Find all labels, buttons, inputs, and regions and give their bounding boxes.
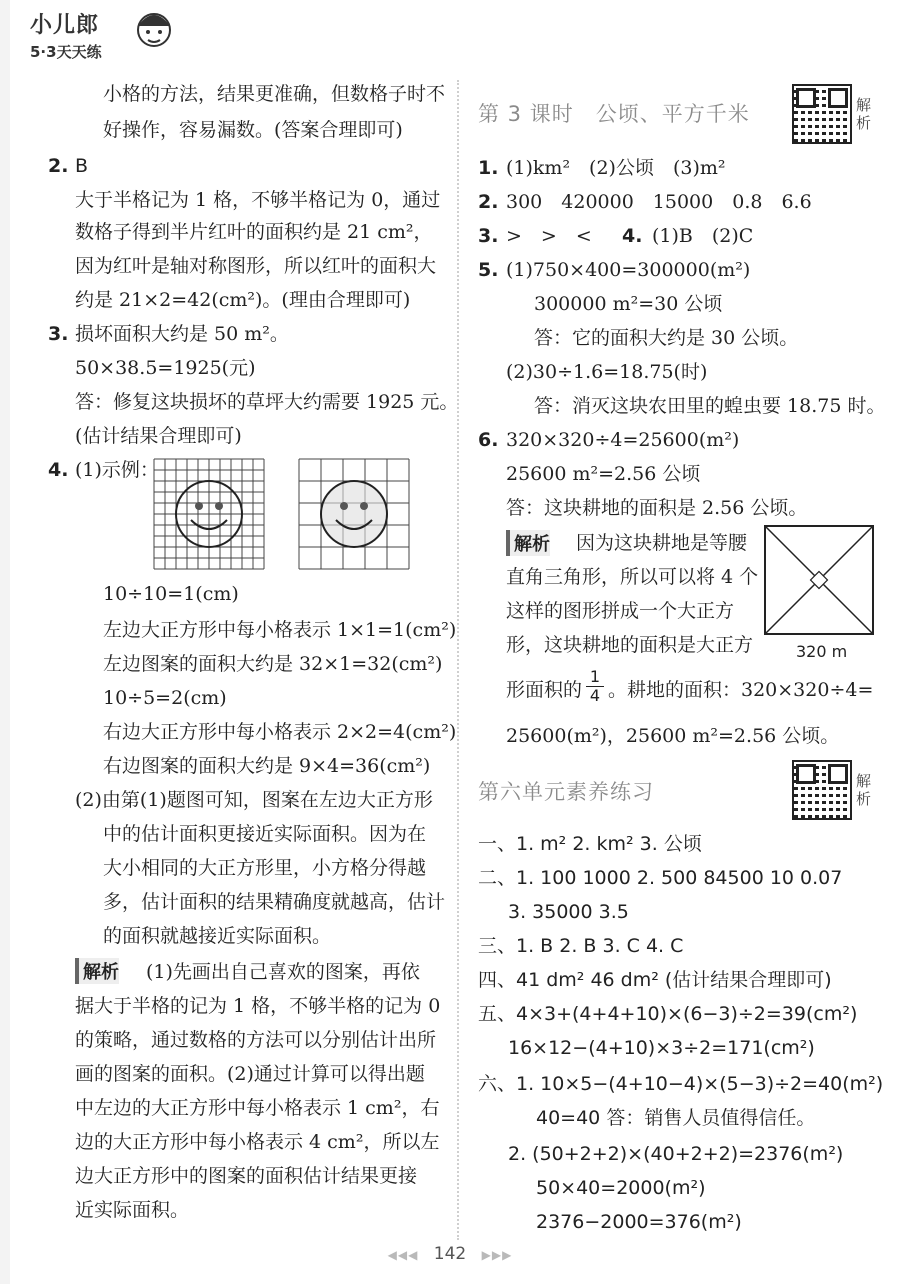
text-line: 中的估计面积更接近实际面积。因为在 — [103, 823, 427, 845]
text-line: 损坏面积大约是 50 m²。 — [75, 323, 289, 345]
text-line: 左边大正方形中每小格表示 1×1=1(cm²) — [103, 619, 457, 641]
text-line: 形，这块耕地的面积是大正方 — [506, 634, 754, 656]
text-line: 16×12−(4+10)×3÷2=171(cm²) — [508, 1037, 815, 1059]
text-line: 近实际面积。 — [75, 1199, 190, 1221]
text-line: (1)750×400=300000(m²) — [506, 259, 751, 281]
text-line: 边大正方形中的图案的面积估计结果更接 — [75, 1165, 418, 1187]
text-line: 的面积就越接近实际面积。 — [103, 925, 332, 947]
text-line: 右边图案的面积大约是 9×4=36(cm²) — [103, 755, 431, 777]
fraction-numerator: 1 — [586, 668, 604, 687]
lesson-title: 第 3 课时 公顷、平方千米 — [478, 102, 750, 126]
text-line: 大于半格记为 1 格，不够半格记为 0，通过 — [75, 189, 441, 211]
brand-logo — [30, 8, 102, 62]
field-diagram — [764, 525, 876, 637]
text-line: 这样的图形拼成一个大正方 — [506, 600, 735, 622]
question-number: 5. — [478, 259, 499, 281]
text-line: 小格的方法，结果更准确，但数格子时不 — [103, 83, 446, 105]
text-line: 答：消灭这块农田里的蝗虫要 18.75 时。 — [534, 395, 886, 417]
text-line: (1)示例： — [75, 459, 159, 481]
unit-title: 第六单元素养练习 — [478, 780, 654, 804]
page-edge — [0, 0, 10, 1284]
page-number: 142 — [433, 1244, 467, 1264]
next-arrows-icon: ▶▶▶ — [481, 1248, 513, 1262]
answer: B — [75, 155, 89, 177]
text-line: 五、4×3+(4+4+10)×(6−3)÷2=39(cm²) — [478, 1003, 858, 1025]
brand-name: 小儿郎 — [30, 13, 100, 38]
jiexi-label: 解析 — [506, 530, 550, 556]
question-number: 1. — [478, 157, 499, 179]
question-number: 3. — [48, 323, 69, 345]
mascot-icon — [132, 4, 176, 56]
text-line: 10÷10=1(cm) — [103, 583, 239, 605]
text-line: (1)km² (2)公顷 (3)m² — [506, 157, 726, 179]
text-line: 形面积的 — [506, 679, 583, 701]
qr-label: 解析 — [856, 772, 872, 808]
text-line: 多，估计面积的结果精确度就越高，估计 — [103, 891, 446, 913]
text-line: 2. (50+2+2)×(40+2+2)=2376(m²) — [508, 1143, 844, 1165]
text-line: 边的大正方形中每小格表示 4 cm²，所以左 — [75, 1131, 440, 1153]
text-line: 画的图案的面积。(2)通过计算可以得出题 — [75, 1063, 425, 1085]
column-divider — [457, 80, 459, 1240]
text-line: 320×320÷4=25600(m²) — [506, 429, 740, 451]
qr-code-icon[interactable] — [792, 84, 852, 144]
text-line: 10÷5=2(cm) — [103, 687, 227, 709]
text-line: 据大于半格的记为 1 格，不够半格的记为 0 — [75, 995, 441, 1017]
text-line: (估计结果合理即可) — [75, 425, 242, 447]
fraction-denominator: 4 — [589, 686, 601, 705]
qr-label: 解析 — [856, 96, 872, 132]
text-line: 数格子得到半片红叶的面积约是 21 cm²， — [75, 221, 433, 243]
text-line: 一、1. m² 2. km² 3. 公顷 — [478, 833, 702, 855]
question-number: 4. — [622, 225, 643, 247]
question-number: 2. — [478, 191, 499, 213]
text-line: 右边大正方形中每小格表示 2×2=4(cm²) — [103, 721, 457, 743]
question-number: 6. — [478, 429, 499, 451]
text-line: 直角三角形，所以可以将 4 个 — [506, 566, 759, 588]
text-line: 。耕地的面积：320×320÷4= — [608, 679, 874, 701]
text-line: 大小相同的大正方形里，小方格分得越 — [103, 857, 427, 879]
text-line: (1)先画出自己喜欢的图案，再依 — [146, 961, 420, 983]
text-line: 二、1. 100 1000 2. 500 84500 10 0.07 — [478, 867, 843, 889]
text-line: 答：修复这块损坏的草坪大约需要 1925 元。 — [75, 391, 459, 413]
question-number: 2. — [48, 155, 69, 177]
brand-series: 5·3天天练 — [30, 43, 102, 61]
text-line: 的策略，通过数格的方法可以分别估计出所 — [75, 1029, 437, 1051]
page-footer — [0, 1244, 900, 1264]
grid-figure-left — [153, 458, 267, 572]
text-line: 六、1. 10×5−(4+10−4)×(5−3)÷2=40(m²) — [478, 1073, 884, 1095]
text-line: 答：这块耕地的面积是 2.56 公顷。 — [506, 497, 808, 519]
jiexi-label: 解析 — [75, 958, 119, 984]
text-line: 三、1. B 2. B 3. C 4. C — [478, 935, 684, 957]
text-line: 40=40 答：销售人员值得信任。 — [536, 1107, 816, 1129]
text-line: 2376−2000=376(m²) — [536, 1211, 742, 1233]
text-line: 答：它的面积大约是 30 公顷。 — [534, 327, 799, 349]
grid-figure-right — [298, 458, 412, 572]
fraction — [586, 668, 604, 705]
text-line: 300000 m²=30 公顷 — [534, 293, 723, 315]
text-line: (2)30÷1.6=18.75(时) — [506, 361, 708, 383]
text-line: 好操作，容易漏数。(答案合理即可) — [103, 119, 403, 141]
text-line: 50×40=2000(m²) — [536, 1177, 706, 1199]
text-line: 因为这块耕地是等腰 — [576, 532, 748, 554]
question-number: 4. — [48, 459, 69, 481]
figure-label: 320 m — [796, 642, 848, 661]
text-line: 50×38.5=1925(元) — [75, 357, 256, 379]
text-line: (1)B (2)C — [652, 225, 754, 247]
text-line: 25600(m²)，25600 m²=2.56 公顷。 — [506, 725, 840, 747]
question-number: 3. — [478, 225, 499, 247]
qr-code-icon[interactable] — [792, 760, 852, 820]
text-line: 300 420000 15000 0.8 6.6 — [506, 191, 812, 213]
text-line: 四、41 dm² 46 dm² (估计结果合理即可) — [478, 969, 832, 991]
text-line: 25600 m²=2.56 公顷 — [506, 463, 701, 485]
text-line: 中左边的大正方形中每小格表示 1 cm²，右 — [75, 1097, 440, 1119]
text-line: 左边图案的面积大约是 32×1=32(cm²) — [103, 653, 443, 675]
text-line: > > < — [506, 225, 592, 247]
text-line: 3. 35000 3.5 — [508, 901, 629, 923]
prev-arrows-icon: ◀◀◀ — [387, 1248, 419, 1262]
text-line: 因为红叶是轴对称图形，所以红叶的面积大 — [75, 255, 437, 277]
text-line: 约是 21×2=42(cm²)。(理由合理即可) — [75, 289, 411, 311]
text-line: (2)由第(1)题图可知，图案在左边大正方形 — [75, 789, 433, 811]
